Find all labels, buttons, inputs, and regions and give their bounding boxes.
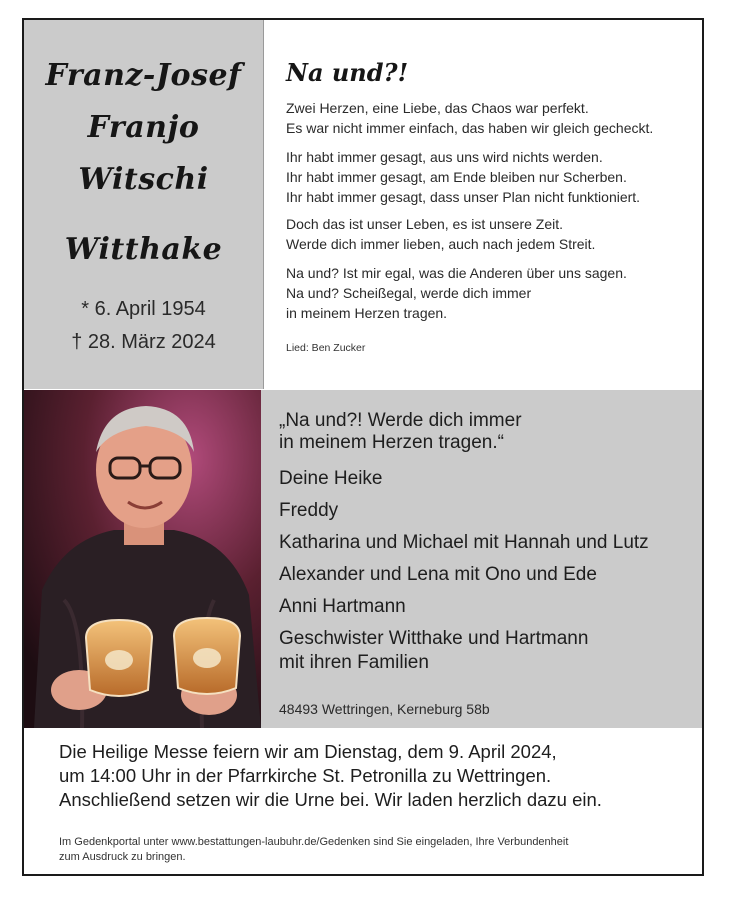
poem-panel (264, 20, 702, 389)
poem-line: Werde dich immer lieben, auch nach jedem Streit. (286, 236, 596, 252)
portrait-photo (24, 390, 261, 728)
death-date: † 28. März 2024 (71, 331, 216, 353)
announcement-line: Anschließend setzen wir die Urne bei. Wir laden herzlich dazu ein. (59, 789, 602, 810)
poem-line: Es war nicht immer einfach, das haben wir gleich gecheckt. (286, 120, 654, 136)
surname: Witthake (64, 232, 223, 267)
poem-line: in meinem Herzen tragen. (286, 305, 448, 321)
middle-name: Witschi (78, 162, 209, 197)
poem-stanza (286, 214, 595, 254)
poem-line: Ihr habt immer gesagt, am Ende bleiben nur Scherben. (286, 169, 627, 185)
mourner-name: Alexander und Lena mit Ono und Ede (279, 564, 597, 585)
service-announcement (59, 740, 602, 812)
mourner-name: Geschwister Witthake und Hartmann (279, 628, 589, 649)
poem-line: Doch das ist unser Leben, es ist unsere Zeit. (286, 216, 564, 232)
mourner-name: Katharina und Michael mit Hannah und Lutz (279, 532, 649, 553)
footnote-line: Im Gedenkportal unter www.bestattungen-laubuhr.de/Gedenken sind Sie eingeladen, Ihre Verbundenheit (59, 836, 569, 848)
poem-stanza (286, 98, 653, 138)
poem-line: Ihr habt immer gesagt, aus uns wird nichts werden. (286, 149, 603, 165)
poem-line: Ihr habt immer gesagt, dass unser Plan nicht funktioniert. (286, 189, 641, 205)
announcement-line: Die Heilige Messe feiern wir am Dienstag, dem 9. April 2024, (59, 741, 557, 762)
name-panel (24, 20, 264, 389)
mourner-name: Anni Hartmann (279, 596, 406, 617)
song-credit: Lied: Ben Zucker (286, 342, 366, 354)
obituary-frame (22, 18, 704, 876)
poem-stanza (286, 147, 640, 207)
portrait-illustration (24, 390, 261, 728)
quote (279, 410, 522, 454)
quote-line: „Na und?! Werde dich immer (279, 410, 522, 431)
family-address: 48493 Wettringen, Kerneburg 58b (279, 701, 490, 717)
family-panel (261, 390, 702, 728)
quote-line: in meinem Herzen tragen.“ (279, 432, 504, 453)
poem-title: Na und?! (286, 58, 409, 87)
nickname: Franjo (87, 110, 200, 145)
mourners-list (279, 467, 649, 675)
mourner-name: Deine Heike (279, 468, 383, 489)
poem-line: Zwei Herzen, eine Liebe, das Chaos war perfekt. (286, 100, 589, 116)
mourner-name: Freddy (279, 500, 339, 521)
birth-date: * 6. April 1954 (81, 298, 206, 320)
poem-line: Na und? Scheißegal, werde dich immer (286, 285, 532, 301)
poem-stanza (286, 263, 627, 323)
memorial-portal-note (59, 835, 568, 865)
footnote-line: zum Ausdruck zu bringen. (59, 851, 186, 863)
announcement-line: um 14:00 Uhr in der Pfarrkirche St. Petronilla zu Wettringen. (59, 765, 552, 786)
mourner-name-continuation: mit ihren Familien (279, 652, 429, 673)
first-name: Franz-Josef (45, 58, 242, 93)
poem-line: Na und? Ist mir egal, was die Anderen über uns sagen. (286, 265, 627, 281)
